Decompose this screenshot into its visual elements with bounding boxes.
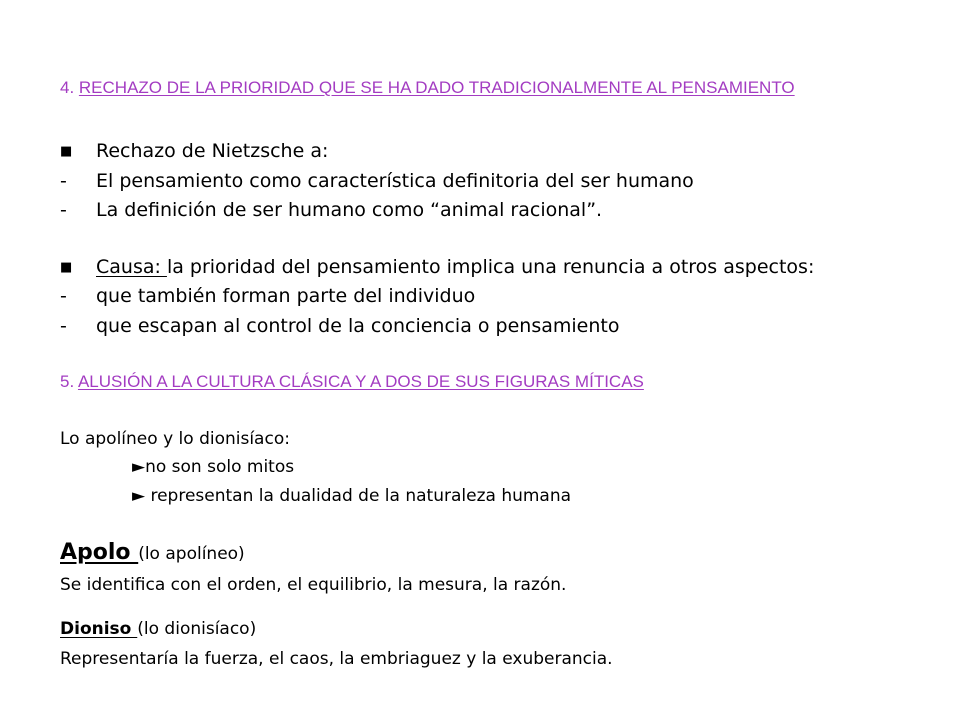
- arrow-point-text: representan la dualidad de la naturaleza humana: [145, 486, 572, 506]
- section-5-title: ALUSIÓN A LA CULTURA CLÁSICA Y A DOS DE SUS FIGURAS MÍTICAS: [77, 372, 644, 391]
- arrow-point: [132, 457, 294, 477]
- section-4-heading: [60, 78, 795, 98]
- square-bullet-icon: ■: [60, 260, 73, 275]
- apolo-description: Se identifica con el orden, el equilibrio, la mesura, la razón.: [60, 575, 567, 595]
- section-5-number: 5.: [60, 372, 78, 391]
- dioniso-paren: (lo dionisíaco): [137, 619, 257, 639]
- list-item: [60, 170, 694, 193]
- list-item-text: que también forman parte del individuo: [96, 285, 476, 307]
- section-5-heading: [60, 372, 644, 392]
- section-4-number: 4.: [60, 78, 79, 97]
- arrow-right-icon: ►: [132, 486, 146, 506]
- square-bullet-icon: ■: [60, 144, 73, 159]
- intro-text: Lo apolíneo y lo dionisíaco:: [60, 429, 290, 449]
- bullet-rechazo: [60, 140, 328, 163]
- list-item-text: El pensamiento como característica definitoria del ser humano: [96, 170, 694, 192]
- apolo-paren: (lo apolíneo): [138, 544, 245, 564]
- dioniso-title: Dioniso: [60, 619, 138, 639]
- list-item: [60, 199, 602, 222]
- dioniso-description: Representaría la fuerza, el caos, la embriaguez y la exuberancia.: [60, 649, 613, 669]
- arrow-point: [132, 486, 571, 506]
- bullet-causa-text: la prioridad del pensamiento implica una renuncia a otros aspectos:: [166, 256, 815, 278]
- dash-marker: -: [60, 199, 67, 221]
- apolo-heading: [60, 540, 245, 566]
- dash-marker: -: [60, 285, 67, 307]
- bullet-causa: [60, 256, 814, 279]
- bullet-rechazo-text: Rechazo de Nietzsche a:: [96, 140, 329, 162]
- apolo-title: Apolo: [60, 540, 139, 565]
- list-item-text: La definición de ser humano como “animal racional”.: [96, 199, 603, 221]
- list-item: [60, 285, 475, 308]
- dioniso-heading: [60, 619, 256, 639]
- causa-label: Causa:: [96, 256, 167, 278]
- list-item: [60, 315, 619, 338]
- section-4-title: RECHAZO DE LA PRIORIDAD QUE SE HA DADO TRADICIONALMENTE AL PENSAMIENTO: [78, 78, 795, 97]
- dash-marker: -: [60, 170, 67, 192]
- arrow-point-text: no son solo mitos: [145, 457, 295, 477]
- arrow-right-icon: ►: [132, 457, 146, 477]
- dash-marker: -: [60, 315, 67, 337]
- list-item-text: que escapan al control de la conciencia o pensamiento: [96, 315, 620, 337]
